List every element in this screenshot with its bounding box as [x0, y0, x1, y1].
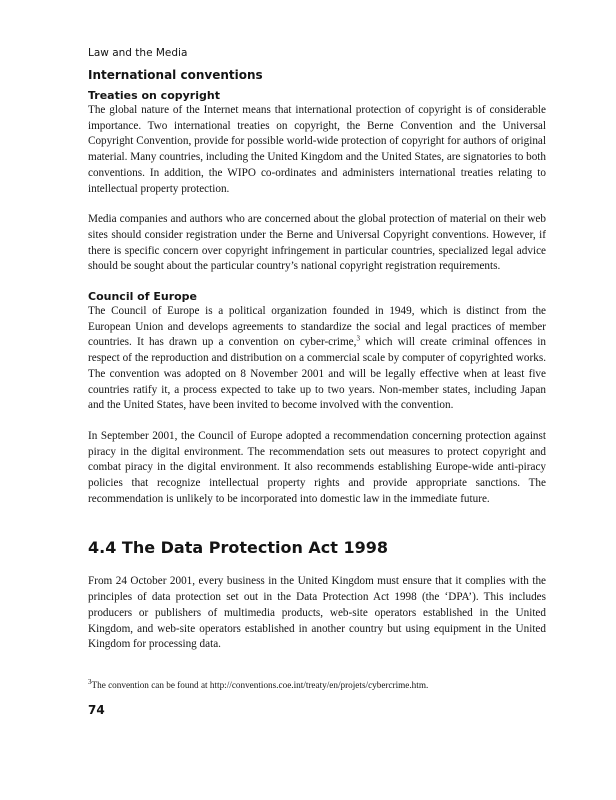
footnote: [88, 679, 546, 691]
footnote-mark: 3: [88, 677, 92, 686]
dpa-paragraph-1: From 24 October 2001, every business in the United Kingdom must ensure that it complies with the principles of data protection set out in the Data Protection Act 1998 (the ‘DPA’). This includes producers or publishers of multimedia products, web-site operators established in the United Kingdom, and web-site operators established in another country but using equipment in the United Kingdom for processing data.: [88, 575, 546, 651]
treaties-paragraph-1: The global nature of the Internet means that international protection of copyright is of considerable importance. Two international treaties on copyright, the Berne Convention and the Universal Copyright Convention, provide for possible world-wide protection of copyright for authors of original material. Many countries, including the United Kingdom and the United States, are signatories to both conventions. In addition, the WIPO co-ordinates and administers international treaties relating to intellectual property protection.: [88, 104, 546, 195]
treaties-paragraph-2: Media companies and authors who are concerned about the global protection of material on their web sites should consider registration under the Berne and Universal Copyright conventions. However, if there is specific concern over copyright infringement in particular countries, specialized legal advice should be sought about the particular country’s national copyright registration requirements.: [88, 213, 546, 273]
footnote-text: The convention can be found at http://conventions.coe.int/treaty/en/projets/cybercrime.htm.: [91, 679, 429, 690]
council-paragraph-1: [88, 304, 546, 414]
page-number: 74: [88, 702, 105, 717]
spacer: [88, 275, 546, 290]
council-paragraph-1-end: which will create criminal offences in respect of the reproduction and distribution on a commercial scale by computer of copyrighted works. The convention was adopted on 8 November 2001 and will be legally effective when at least five countries ratify it, a process expected to take up to two years. Non-member states, including Japan and the United States, have been invited to become involved with the convention.: [88, 336, 546, 412]
dpa-heading: 4.4 The Data Protection Act 1998: [88, 538, 389, 558]
running-head: Law and the Media: [88, 47, 188, 59]
footnote-reference: 3: [356, 334, 360, 343]
section-title: International conventions: [88, 68, 263, 82]
council-heading: Council of Europe: [88, 290, 198, 304]
treaties-heading: Treaties on copyright: [88, 89, 220, 102]
council-paragraph-2: In September 2001, the Council of Europe adopted a recommendation concerning protection against piracy in the digital environment. The recommendation sets out measures to protect copyright and combat piracy in the digital environment. It also recommends establishing Europe-wide anti-piracy policies that recognize intellectual property rights and provide appropriate sanctions. The recommendation is unlikely to be incorporated into domestic law in the immediate future.: [88, 429, 546, 505]
council-paragraph-1-start: The Council of Europe is a political organization founded in 1949, which is distinct from the European Union and develops agreements to standardize the social and legal practices of member countries. It has drawn up a convention on cyber-crime,: [88, 305, 546, 349]
book-page: [88, 46, 546, 717]
